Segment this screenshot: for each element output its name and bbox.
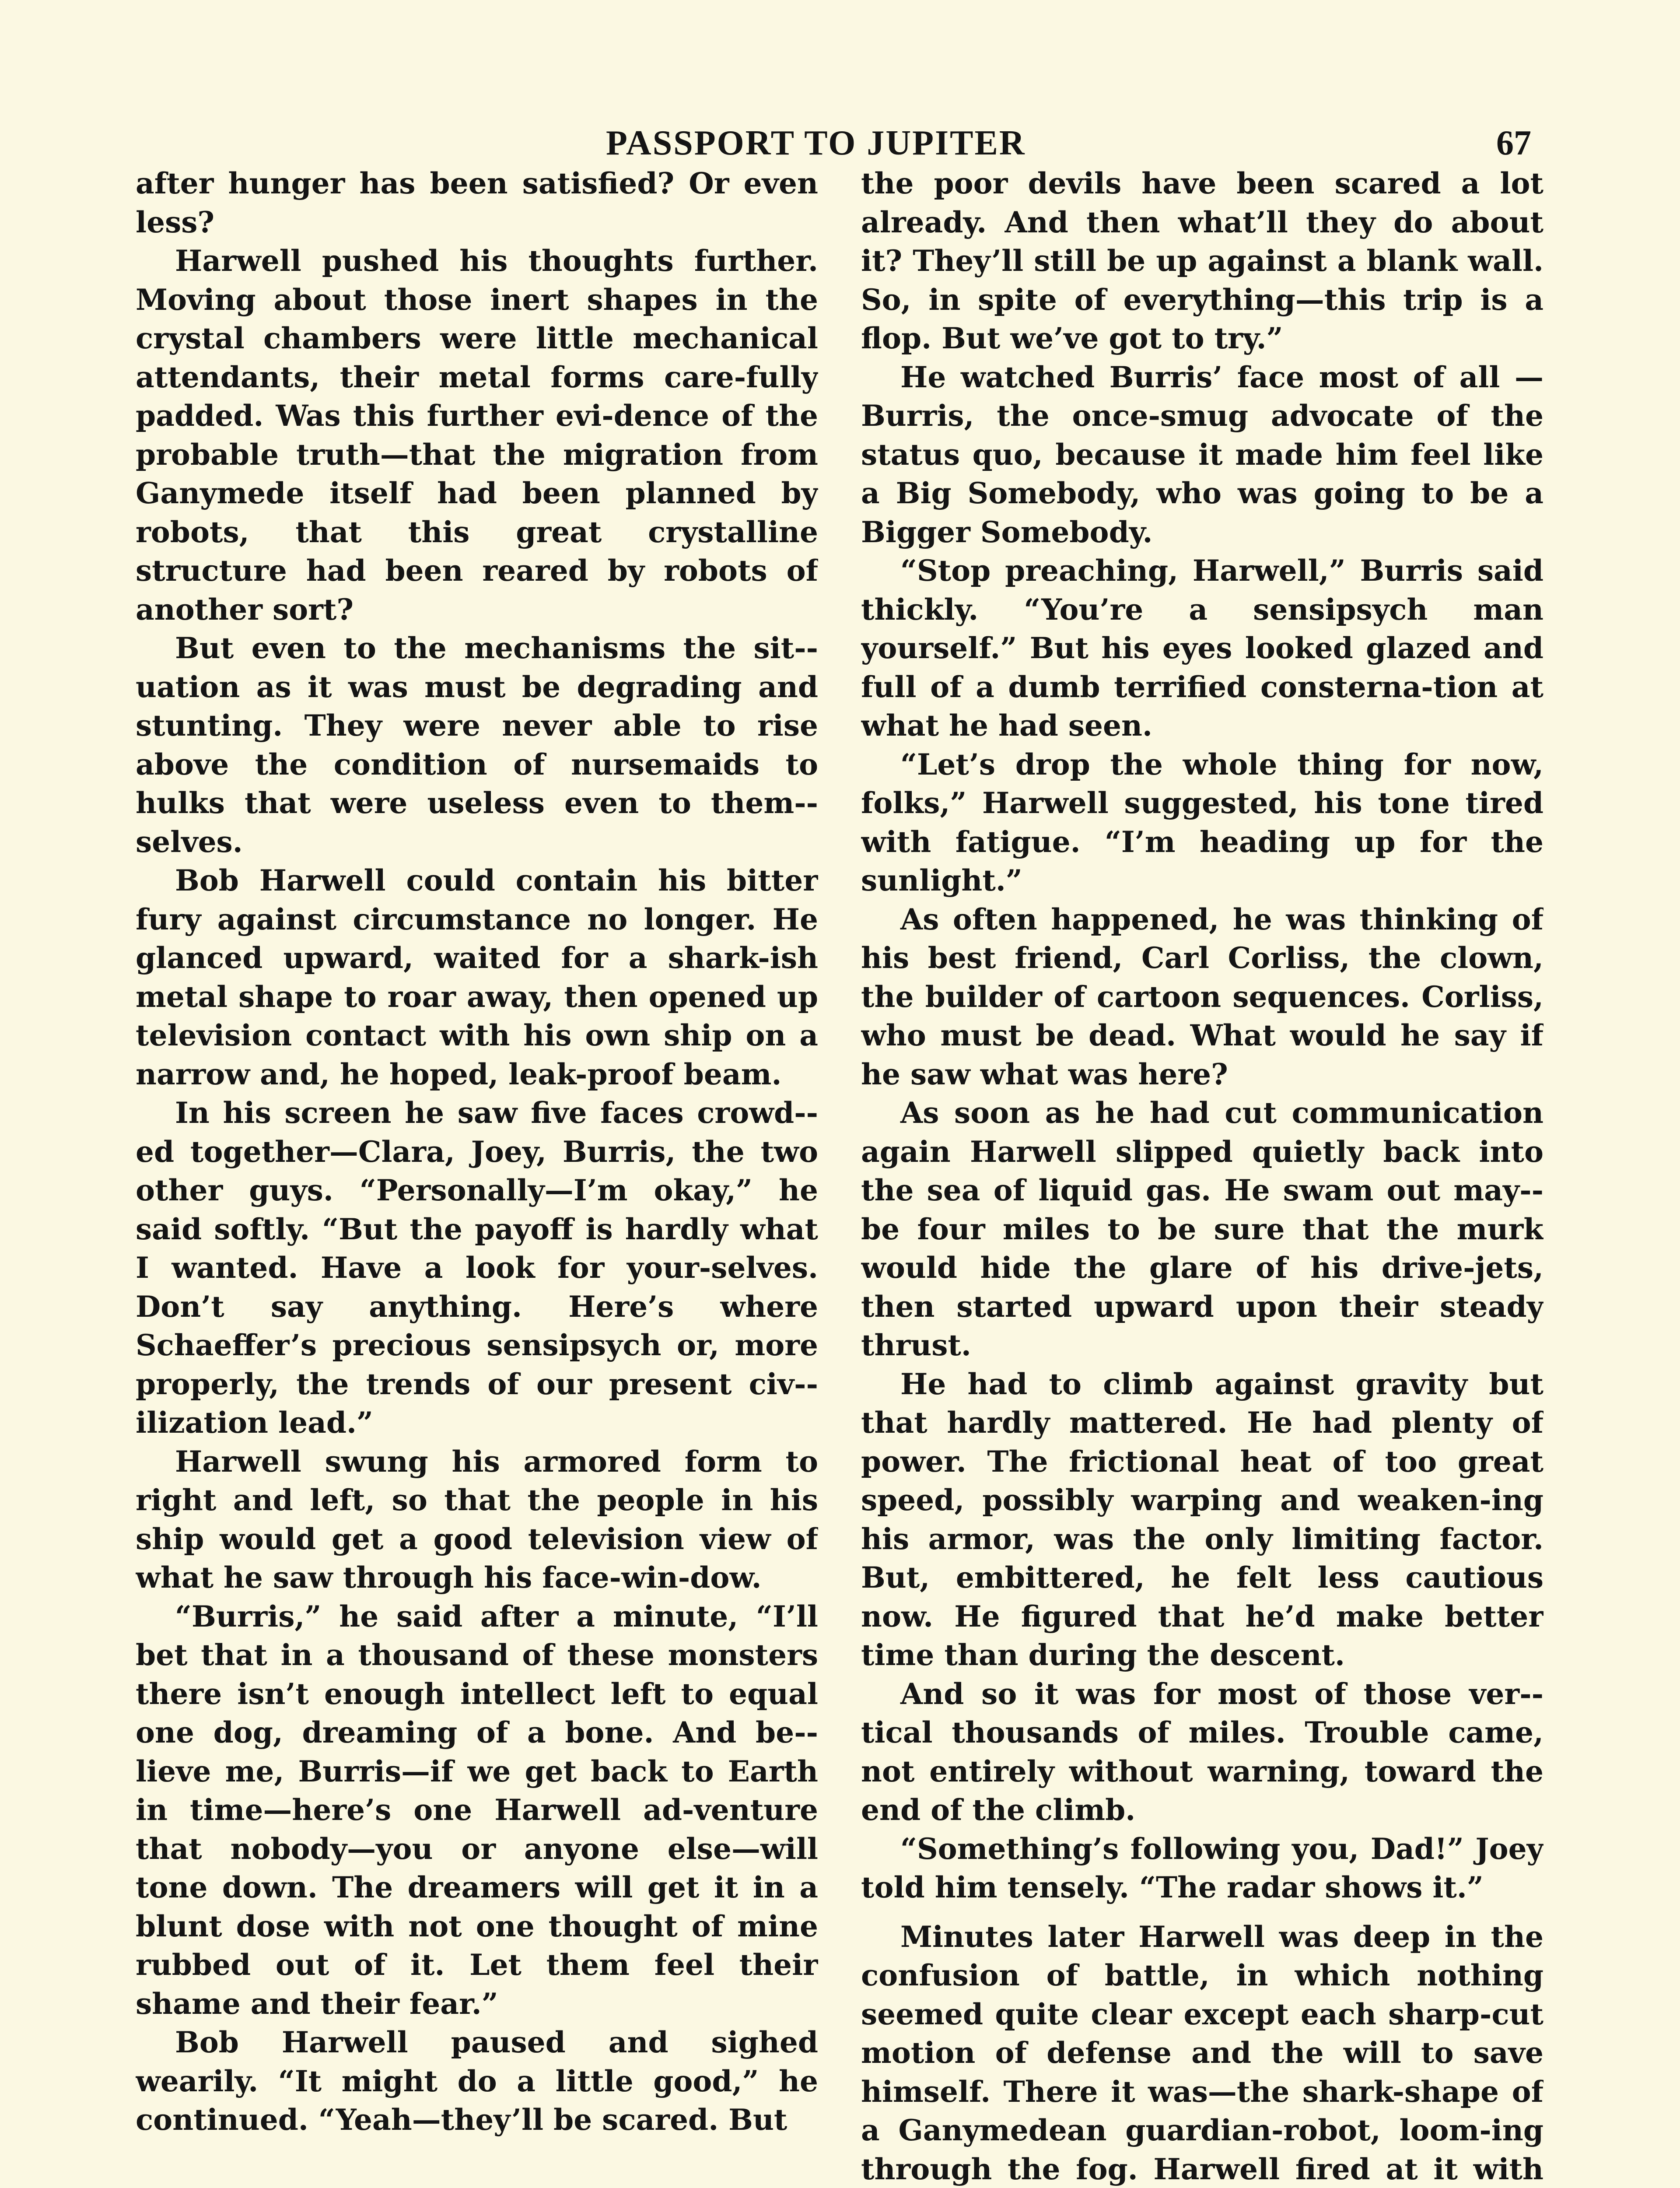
paragraph: Bob Harwell paused and sighed wearily. “It might do a little good,” he continued. “Yeah—they’ll be scared. But: [136, 2025, 818, 2137]
paragraph: As soon as he had cut communication again Harwell slipped quietly back into the sea of liquid gas. He swam out may-be four miles to be sure that the murk would hide the glare of his drive-jets, then started upward upon their steady thrust.: [861, 1096, 1544, 1362]
page-number: 67: [1496, 124, 1531, 162]
paragraph: And so it was for most of those ver-tical thousands of miles. Trouble came, not entirely without warning, toward the end of the climb.: [861, 1676, 1544, 1827]
paragraph: “Let’s drop the whole thing for now, folks,” Harwell suggested, his tone tired with fatigue. “I’m heading up for the sunlight.”: [861, 747, 1544, 898]
paragraph: “Stop preaching, Harwell,” Burris said thickly. “You’re a sensipsych man yourself.” But his eyes looked glazed and full of a dumb terrified consterna-tion at what he had seen.: [861, 554, 1544, 743]
running-title: PASSPORT TO JUPITER: [606, 124, 1026, 162]
paragraph: the poor devils have been scared a lot already. And then what’ll they do about it? They’ll still be up against a blank wall. So, in spite of everything—this trip is a flop. But we’ve got to try.”: [861, 166, 1544, 355]
paragraph: He had to climb against gravity but that hardly mattered. He had plenty of power. The frictional heat of too great speed, possibly warping and weaken-ing his armor, was the only limiting factor. But, embittered, he felt less cautious now. He figured that he’d make better time than during the descent.: [861, 1367, 1544, 1672]
paragraph: In his screen he saw five faces crowd-ed together—Clara, Joey, Burris, the two other guys. “Personally—I’m okay,” he said softly. “But the payoff is hardly what I wanted. Have a look for your-selves. Don’t say anything. Here’s where Schaeffer’s precious sensipsych or, more properly, the trends of our present civ-ilization lead.”: [136, 1096, 818, 1440]
paragraph: “Burris,” he said after a minute, “I’ll bet that in a thousand of these monsters there isn’t enough intellect left to equal one dog, dreaming of a bone. And be-lieve me, Burris—if we get back to Earth in time—here’s one Harwell ad-venture that nobody—you or anyone else—will tone down. The dreamers will get it in a blunt dose with not one thought of mine rubbed out of it. Let them feel their shame and their fear.”: [136, 1599, 818, 2021]
paragraph: after hunger has been satisfied? Or even less?: [136, 166, 818, 239]
paragraph: Harwell swung his armored form to right and left, so that the people in his ship would get a good television view of what he saw through his face-win-dow.: [136, 1444, 818, 1595]
right-column: [861, 164, 1544, 2188]
paragraph: “Something’s following you, Dad!” Joey told him tensely. “The radar shows it.”: [861, 1831, 1544, 1904]
paragraph: But even to the mechanisms the sit-uation as it was must be degrading and stunting. They were never able to rise above the condition of nursemaids to hulks that were useless even to them-selves.: [136, 631, 818, 859]
left-column: [136, 164, 818, 2188]
paragraph: He watched Burris’ face most of all —Burris, the once-smug advocate of the status quo, because it made him feel like a Big Somebody, who was going to be a Bigger Somebody.: [861, 360, 1544, 549]
paragraph: Bob Harwell could contain his bitter fury against circumstance no longer. He glanced upward, waited for a shark-ish metal shape to roar away, then opened up television contact with his own ship on a narrow and, he hoped, leak-proof beam.: [136, 863, 818, 1091]
paragraph: Minutes later Harwell was deep in the confusion of battle, in which nothing seemed quite clear except each sharp-cut motion of defense and the will to save himself. There it was—the shark-shape of a Ganymedean guardian-robot, loom-ing through the fog. Harwell fired at it with: [861, 1919, 1544, 2186]
page-header: [0, 119, 1680, 167]
paragraph: As often happened, he was thinking of his best friend, Carl Corliss, the clown, the builder of cartoon sequences. Corliss, who must be dead. What would he say if he saw what was here?: [861, 902, 1544, 1091]
paragraph: Harwell pushed his thoughts further. Moving about those inert shapes in the crystal chambers were little mechanical attendants, their metal forms care-fully padded. Was this further evi-dence of the probable truth—that the migration from Ganymede itself had been planned by robots, that this great crystalline structure had been reared by robots of another sort?: [136, 244, 818, 627]
